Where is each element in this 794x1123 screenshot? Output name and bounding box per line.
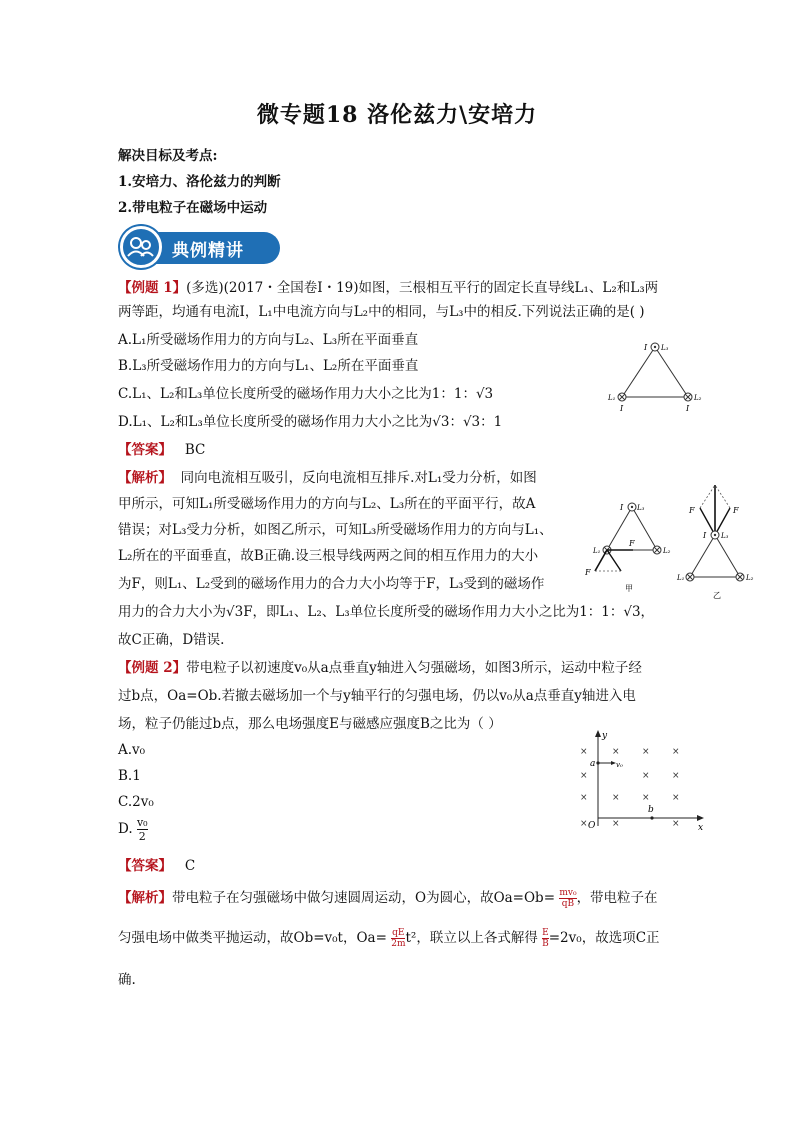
jia-label-L3: L₃ [637,504,645,512]
example2-option-b: B.1 [118,768,141,784]
force-figure-yi [675,480,770,605]
option-d-numerator: v₀ [136,816,148,829]
option-d-denominator: 2 [138,830,146,843]
jia-label-I: I [620,503,624,512]
example1-answer [118,440,205,460]
fig1-label-I-right: I [686,404,690,413]
cross-mark: × [580,793,588,803]
cross-mark: × [580,747,588,757]
example2-answer [118,856,195,876]
goals-heading: 解决目标及考点: [118,148,218,164]
jia-label-L2: L₂ [663,547,671,555]
example1-answer-value: BC [184,442,206,458]
cross-mark: × [672,747,680,757]
force-figure-jia [585,495,680,595]
magnetic-field-figure [570,728,710,838]
cross-mark: × [672,819,680,829]
example1-analysis-tag: 【解析】 [118,470,172,486]
example1-option-d: D.L₁、L₂和L₃单位长度所受的磁场作用力大小之比为√3：√3：1 [118,414,503,430]
frac-radius-num: mv₀ [559,888,577,898]
origin-label: O [588,821,596,831]
example2-answer-tag: 【答案】 [118,858,172,874]
example2-analysis-text2c: =2v₀，故选项C正 [548,930,660,946]
jia-label-F2: F [585,568,591,577]
section-banner [120,226,280,268]
yi-label-L3: L₃ [721,532,729,540]
fig1-label-L3: L₃ [661,344,669,352]
point-b-label: b [648,805,654,815]
cross-mark: × [642,747,650,757]
example2-option-d [118,816,148,843]
goal-item-1: 1.安培力、洛伦兹力的判断 [118,174,281,190]
example2-analysis-text2a: 匀强电场中做类平抛运动，故Ob=v₀t，Oa= [118,930,387,946]
frac-radius-den: qB [561,899,575,909]
cross-mark: × [612,747,620,757]
frac-qE-num: qE [392,928,405,938]
example2-frac-EB [542,928,549,949]
axis-y-label: y [602,731,608,741]
example2-analysis-line2 [118,928,660,949]
cross-mark: × [642,771,650,781]
example1-analysis-line3: 错误；对L₃受力分析，如图乙所示，可知L₃所受磁场作用力的方向与L₁、 [118,522,553,538]
example1-analysis-line2: 甲所示，可知L₁所受磁场作用力的方向与L₂、L₃所在的平面平行，故A [118,496,536,512]
jia-label-F1: F [629,539,635,548]
wires-triangle-figure [600,335,710,415]
example1-stem-line1 [118,278,658,298]
cross-mark: × [612,793,620,803]
people-icon [120,226,162,268]
cross-mark: × [642,793,650,803]
example2-answer-value: C [184,858,196,874]
example2-frac-radius [559,888,576,909]
example2-option-a: A.v₀ [118,742,146,758]
example1-answer-tag: 【答案】 [118,442,172,458]
example1-option-b: B.L₃所受磁场作用力的方向与L₁、L₂所在平面垂直 [118,358,419,374]
example2-option-d-fraction [137,816,148,843]
example1-option-c: C.L₁、L₂和L₃单位长度所受的磁场作用力大小之比为1：1：√3 [118,386,494,402]
page-title: 微专题18 洛伦兹力\安培力 [256,102,538,128]
yi-label-I: I [703,531,707,540]
goal-item-2: 2.带电粒子在磁场中运动 [118,200,268,216]
fig1-label-L1: L₁ [608,394,616,402]
example2-tag: 【例题 2】 [118,660,187,676]
example1-option-a: A.L₁所受磁场作用力的方向与L₂、L₃所在平面垂直 [118,332,419,348]
example1-tag: 【例题 1】 [118,280,187,296]
cross-mark: × [672,771,680,781]
example2-option-d-prefix: D. [118,821,133,837]
cross-mark: × [580,819,588,829]
example1-stem-text1: (多选)(2017・全国卷Ⅰ・19)如图，三根相互平行的固定长直导线L₁、L₂和L₃两 [186,280,659,296]
yi-label-F-right: F [733,506,739,515]
cross-mark: × [580,771,588,781]
fig1-label-I-left: I [620,404,624,413]
example2-analysis-tag: 【解析】 [118,890,172,906]
yi-caption: 乙 [713,591,721,600]
example1-analysis-line7: 故C正确，D错误. [118,632,225,648]
example2-analysis-text1a: 带电粒子在匀强磁场中做匀速圆周运动，O为圆心，故Oa=Ob= [172,890,556,906]
jia-label-L1: L₁ [593,547,601,555]
point-a-label: a [590,759,596,769]
frac-EB-num: E [542,928,549,938]
example1-analysis-line4: L₂所在的平面垂直，故B正确.设三根导线两两之间的相互作用力的大小 [118,548,539,564]
example2-stem-line3: 场，粒子仍能过b点，那么电场强度E与磁感应强度B之比为（ ） [118,716,502,732]
velocity-label: v₀ [616,761,623,769]
example1-analysis-line1 [118,468,537,488]
example2-analysis-text2b: t²，联立以上各式解得 [405,930,538,946]
example2-option-c: C.2v₀ [118,794,154,810]
example1-analysis-line5: 为F，则L₁、L₂受到的磁场作用力的合力大小均等于F，L₃受到的磁场作 [118,576,545,592]
cross-mark: × [612,819,620,829]
jia-caption: 甲 [625,584,633,593]
example1-analysis-line6: 用力的合力大小为√3F，即L₁、L₂、L₃单位长度所受的磁场作用力大小之比为1：1：√3， [118,604,655,620]
example2-analysis-line3: 确. [118,972,136,988]
cross-mark: × [672,793,680,803]
yi-label-F-left: F [689,506,695,515]
example2-stem-line1 [118,658,642,678]
fig1-label-I-top: I [644,343,648,352]
section-label: 典例精讲 [172,241,244,261]
example1-analysis-text1: 同向电流相互吸引，反向电流相互排斥.对L₁受力分析，如图 [180,470,537,486]
example2-frac-qE [391,928,405,949]
example2-stem-line2: 过b点，Oa=Ob.若撤去磁场加一个与y轴平行的匀强电场，仍以v₀从a点垂直y轴进入电 [118,688,636,704]
yi-label-L1: L₁ [677,574,685,582]
axis-x-label: x [698,823,704,833]
frac-qE-den: 2m [391,939,406,949]
example1-stem-line2: 两等距，均通有电流I，L₁中电流方向与L₂中的相同，与L₃中的相反.下列说法正确的是( ) [118,304,645,320]
fig1-label-L2: L₂ [694,394,702,402]
example2-analysis-text1b: ，带电粒子在 [576,890,658,906]
example2-analysis-line1 [118,888,658,909]
yi-label-L2: L₂ [746,574,754,582]
example2-stem-text1: 带电粒子以初速度v₀从a点垂直y轴进入匀强磁场，如图3所示，运动中粒子经 [186,660,642,676]
frac-EB-den: B [542,939,549,949]
